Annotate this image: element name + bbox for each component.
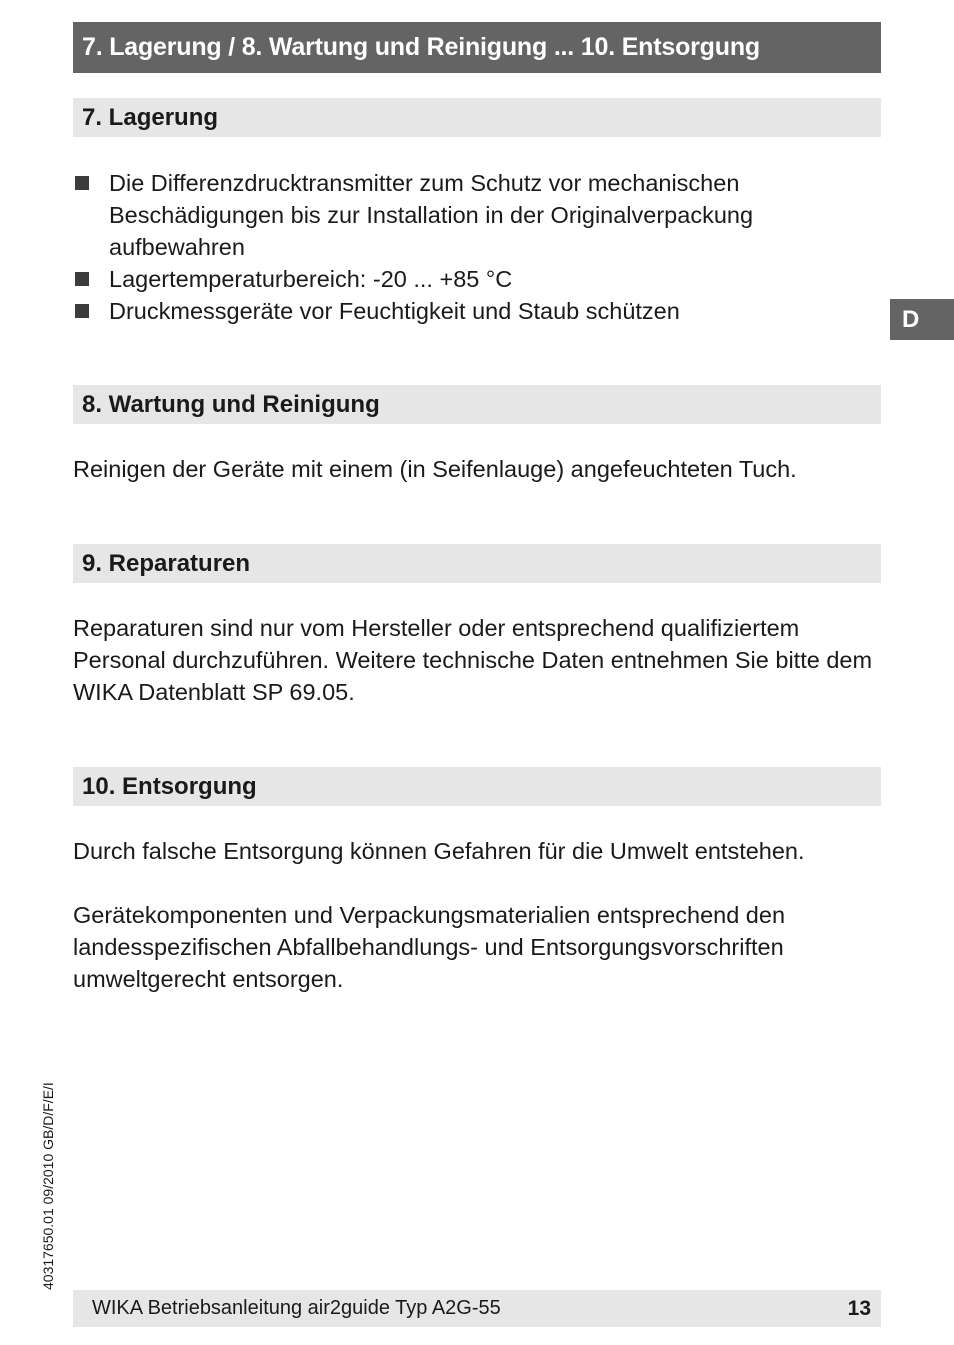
list-item-text: Lagertemperaturbereich: -20 ... +85 °C	[109, 266, 513, 292]
section-heading-maintenance	[73, 385, 881, 424]
list-item-text: Druckmessgeräte vor Feuchtigkeit und Staub schützen	[109, 298, 680, 324]
footer-text: WIKA Betriebsanleitung air2guide Typ A2G-55	[92, 1297, 501, 1319]
section-heading-maintenance-label: 8. Wartung und Reinigung	[82, 390, 380, 418]
page-number: 13	[847, 1296, 871, 1320]
section-heading-repairs-label: 9. Reparaturen	[82, 549, 251, 577]
square-bullet-icon	[75, 176, 89, 190]
list-item-text: Die Differenzdrucktransmitter zum Schutz vor mechanischen Beschädigungen bis zur Installation in der Originalverpackung aufbewahren	[109, 170, 754, 260]
document-code: 40317650.01 09/2010 GB/D/F/E/I	[40, 1082, 56, 1290]
list-item	[73, 167, 883, 263]
repairs-text: Reparaturen sind nur vom Hersteller oder entsprechend qualifiziertem Personal durchzuführen. Weitere technische Daten entnehmen Sie bitte dem WIKA Datenblatt SP 69.05.	[73, 615, 873, 705]
disposal-paragraph-1: Durch falsche Entsorgung können Gefahren für die Umwelt entstehen.	[73, 838, 805, 864]
section-heading-repairs	[73, 544, 881, 583]
page-title: 7. Lagerung / 8. Wartung und Reinigung ... 10. Entsorgung	[82, 33, 760, 61]
section-heading-disposal-label: 10. Entsorgung	[82, 772, 257, 800]
language-tab	[890, 299, 954, 340]
footer-bar	[73, 1290, 881, 1327]
square-bullet-icon	[75, 272, 89, 286]
disposal-paragraph-2: Gerätekomponenten und Verpackungsmaterialien entsprechend den landesspezifischen Abfallbehandlungs- und Entsorgungsvorschriften umweltgerecht entsorgen.	[73, 902, 786, 992]
page-title-bar	[73, 22, 881, 73]
language-tab-label: D	[902, 305, 920, 333]
section-heading-storage	[73, 98, 881, 137]
section-heading-disposal	[73, 767, 881, 806]
square-bullet-icon	[75, 304, 89, 318]
storage-bullet-list	[73, 167, 883, 327]
list-item	[73, 295, 883, 327]
list-item	[73, 263, 883, 295]
section-heading-storage-label: 7. Lagerung	[82, 103, 219, 131]
maintenance-text: Reinigen der Geräte mit einem (in Seifenlauge) angefeuchteten Tuch.	[73, 456, 797, 482]
